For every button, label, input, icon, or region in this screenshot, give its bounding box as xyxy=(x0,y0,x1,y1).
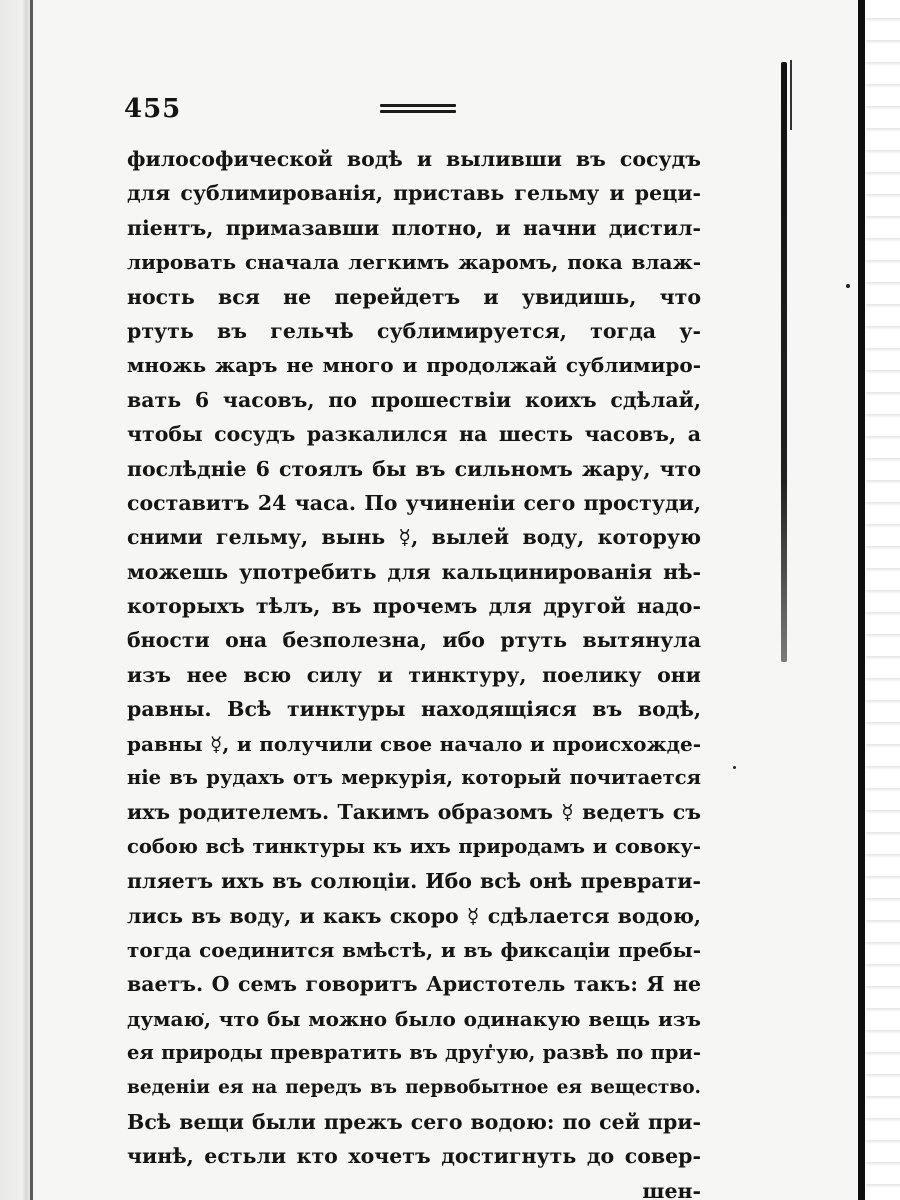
text-line: піентъ, примазавши плотно, и начни дистил- xyxy=(127,215,701,240)
text-line: ваетъ. О семъ говоритъ Аристотель такъ: Я не xyxy=(127,972,701,997)
text-line: философической водѣ и выливши въ сосудъ xyxy=(127,147,701,171)
text-line: ртуть въ гельчѣ сублимируется, тогда у- xyxy=(127,318,701,343)
text-line: бности она безполезна, ибо ртуть вытянула xyxy=(127,628,701,653)
text-line: ніе въ рудахъ отъ меркурія, который почитается xyxy=(127,766,701,790)
rule-line-bottom xyxy=(380,110,456,113)
binding-shadow-mark xyxy=(781,62,787,662)
text-line: изъ нее всю силу и тинктуру, поелику они xyxy=(127,662,701,687)
text-line: которыхъ тѣлъ, въ прочемъ для другой надо- xyxy=(127,594,701,619)
text-line: равны. Всѣ тинктуры находящіяся въ водѣ, xyxy=(127,697,701,722)
text-line: лировать сначала легкимъ жаромъ, пока влаж- xyxy=(127,250,701,275)
text-line: чтобы сосудъ разкалился на шесть часовъ, а xyxy=(127,422,701,447)
text-line: думаю, что бы можно было одинакую вещь изъ xyxy=(127,1006,701,1031)
text-line: чинѣ, естьли кто хочетъ достигнуть до совер- xyxy=(127,1144,701,1169)
text-line: для сублимированія, приставь гельму и реци- xyxy=(127,181,701,206)
text-line: можешь употребить для кальцинированія нѣ- xyxy=(127,559,701,584)
text-line: сними гельму, вынь ☿, вылей воду, которую xyxy=(127,525,701,550)
binding-thin-mark xyxy=(790,60,792,130)
left-scan-border-line xyxy=(30,0,33,1200)
text-line: тогда соединится вмѣстѣ, и въ фиксаціи пребы- xyxy=(127,937,701,962)
text-line: лись въ воду, и какъ скоро ☿ сдѣлается водою, xyxy=(127,903,701,928)
ink-speck xyxy=(733,766,736,769)
text-line: веденіи ея на передъ въ первобытное ея вещество. xyxy=(127,1076,701,1098)
text-line: ея природы превратить въ другую, развѣ по при- xyxy=(127,1041,701,1065)
page-number: 455 xyxy=(124,94,182,124)
text-line: пляетъ ихъ въ солюціи. Ибо всѣ онѣ преврати- xyxy=(127,869,701,894)
left-scan-edge xyxy=(0,0,34,1200)
text-line: послѣдніе 6 стоялъ бы въ сильномъ жару, что xyxy=(127,456,701,481)
ink-speck xyxy=(846,284,850,288)
body-text xyxy=(127,142,701,1200)
text-line: множь жаръ не много и продолжай сублимиро- xyxy=(127,353,701,378)
rule-line-top xyxy=(380,104,456,107)
text-line: Всѣ вещи были прежъ сего водою: по сей при- xyxy=(127,1109,701,1134)
right-scan-fragment xyxy=(866,0,900,1200)
header-rule-ornament xyxy=(380,104,456,118)
text-line: составитъ 24 часа. По учиненіи сего простуди, xyxy=(127,490,701,515)
text-line: вать 6 часовъ, по прошествіи коихъ сдѣлай, xyxy=(127,387,701,412)
right-scan-border-line xyxy=(858,0,865,1200)
text-line: ихъ родителемъ. Такимъ образомъ ☿ ведетъ съ xyxy=(127,800,701,825)
catchword: шен- xyxy=(642,1178,701,1200)
text-line: ность вся не перейдетъ и увидишь, что xyxy=(127,284,701,309)
text-line: равны ☿, и получили свое начало и происхожде- xyxy=(127,731,701,756)
text-line: собою всѣ тинктуры къ ихъ природамъ и совоку- xyxy=(127,834,701,858)
